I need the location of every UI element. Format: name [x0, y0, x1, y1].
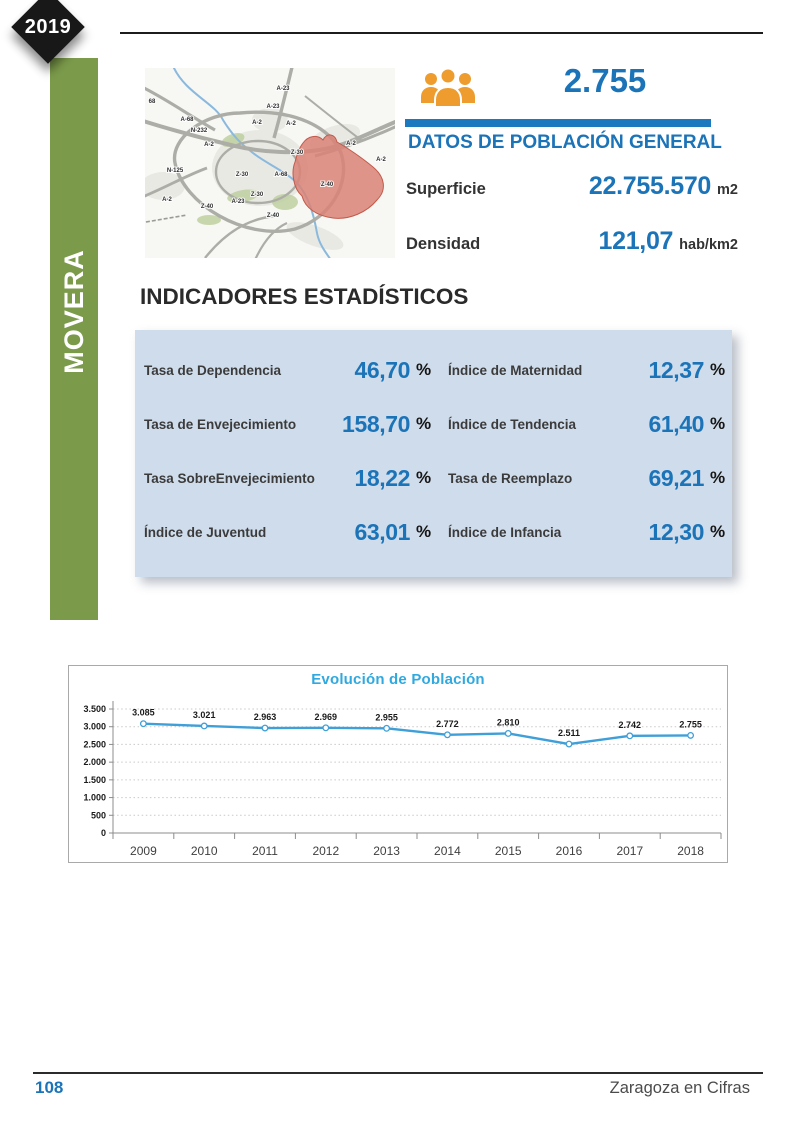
svg-text:2015: 2015 — [494, 844, 522, 858]
indicator-label: Índice de Juventud — [144, 524, 267, 540]
percent-sign: % — [710, 360, 726, 379]
indicator-label: Tasa de Dependencia — [144, 362, 282, 378]
svg-text:2014: 2014 — [434, 844, 461, 858]
road-label: A-2 — [252, 120, 262, 126]
indicators-row — [135, 505, 732, 559]
indicator-value: 158,70 — [342, 410, 410, 437]
population-row-superficie — [406, 172, 738, 201]
road-label: A-2 — [162, 197, 172, 203]
road-label: Z-40 — [266, 213, 280, 219]
densidad-unit: hab/km2 — [679, 237, 738, 253]
svg-text:2013: 2013 — [373, 844, 400, 858]
district-name: MOVERA — [58, 248, 89, 374]
svg-text:2009: 2009 — [130, 844, 157, 858]
svg-text:2.742: 2.742 — [618, 719, 642, 730]
indicator-value: 12,30 — [648, 518, 704, 545]
svg-text:2012: 2012 — [312, 844, 340, 858]
chart-title: Evolución de Población — [311, 671, 485, 688]
road-label: A-23 — [231, 199, 245, 205]
road-label: A-2 — [286, 121, 296, 127]
indicator-label: Índice de Maternidad — [448, 362, 583, 378]
indicator-value: 61,40 — [648, 410, 704, 437]
year-badge — [0, 0, 110, 80]
svg-text:2.810: 2.810 — [496, 717, 520, 728]
road-label: Z-40 — [320, 182, 334, 188]
road-label: A-2 — [204, 142, 214, 148]
percent-sign: % — [416, 360, 432, 379]
district-sidebar — [50, 58, 98, 620]
people-group-icon — [419, 66, 477, 110]
densidad-label: Densidad — [406, 235, 481, 253]
road-label: N-232 — [190, 128, 208, 134]
indicators-table — [135, 330, 732, 577]
indicator-label: Índice de Infancia — [448, 524, 562, 540]
svg-text:0: 0 — [100, 828, 106, 838]
svg-text:3.021: 3.021 — [192, 709, 216, 720]
percent-sign: % — [710, 414, 726, 433]
page-number: 108 — [35, 1078, 64, 1097]
indicator-value: 69,21 — [648, 464, 704, 491]
road-label: A-23 — [266, 104, 280, 110]
population-row-densidad — [406, 227, 738, 256]
footer-rule — [33, 1072, 763, 1074]
svg-text:2010: 2010 — [190, 844, 218, 858]
indicators-title: INDICADORES ESTADÍSTICOS — [140, 284, 469, 309]
svg-text:2.963: 2.963 — [253, 712, 277, 723]
svg-text:2.955: 2.955 — [375, 712, 398, 723]
percent-sign: % — [416, 468, 432, 487]
svg-text:500: 500 — [90, 810, 106, 821]
year-label: 2019 — [24, 15, 72, 38]
road-label: 68 — [148, 99, 156, 105]
svg-text:2.511: 2.511 — [557, 728, 581, 739]
svg-text:3.085: 3.085 — [132, 707, 155, 718]
svg-text:3.000: 3.000 — [83, 721, 106, 732]
svg-text:2016: 2016 — [555, 844, 583, 858]
percent-sign: % — [710, 522, 726, 541]
road-label: Z-30 — [235, 172, 249, 178]
population-total: 2.755 — [563, 62, 647, 99]
map-svg — [145, 68, 395, 258]
indicator-label: Tasa de Envejecimiento — [144, 416, 297, 432]
svg-text:2.500: 2.500 — [83, 739, 106, 750]
svg-text:2.969: 2.969 — [314, 711, 338, 722]
road-label: Z-30 — [290, 150, 304, 156]
indicator-value: 12,37 — [648, 356, 704, 383]
population-evolution-chart — [68, 665, 728, 863]
indicators-row — [135, 451, 732, 505]
road-label: Z-30 — [250, 192, 264, 198]
superficie-value: 22.755.570 — [588, 172, 712, 200]
svg-text:2011: 2011 — [252, 844, 278, 858]
svg-text:2017: 2017 — [616, 844, 644, 858]
densidad-value: 121,07 — [598, 227, 674, 255]
svg-text:2018: 2018 — [677, 844, 704, 858]
superficie-unit: m2 — [717, 182, 738, 198]
superficie-label: Superficie — [406, 180, 486, 198]
svg-text:3.500: 3.500 — [83, 704, 106, 714]
indicator-label: Índice de Tendencia — [448, 416, 577, 432]
svg-text:1.000: 1.000 — [83, 792, 106, 803]
chart-svg — [69, 666, 727, 862]
section-divider-bar — [405, 119, 711, 127]
svg-text:1.500: 1.500 — [83, 774, 106, 785]
road-label: A-68 — [274, 172, 288, 178]
top-rule — [120, 32, 763, 34]
population-section-title: DATOS DE POBLACIÓN GENERAL — [408, 132, 722, 153]
percent-sign: % — [416, 414, 432, 433]
road-label: A-68 — [180, 117, 194, 123]
percent-sign: % — [416, 522, 432, 541]
road-label: Z-40 — [200, 204, 214, 210]
footer-brand: Zaragoza en Cifras — [609, 1079, 750, 1097]
indicator-value: 46,70 — [354, 356, 410, 383]
road-label: A-2 — [346, 141, 356, 147]
road-label: A-2 — [376, 157, 386, 163]
indicator-label: Tasa de Reemplazo — [448, 470, 573, 486]
indicators-row — [135, 397, 732, 451]
svg-text:2.000: 2.000 — [83, 757, 106, 768]
svg-text:2.772: 2.772 — [436, 718, 459, 729]
indicator-value: 18,22 — [354, 464, 410, 491]
district-map — [145, 68, 395, 258]
road-label: N-125 — [166, 168, 184, 174]
indicator-value: 63,01 — [354, 518, 410, 545]
road-label: A-23 — [276, 86, 290, 92]
indicator-label: Tasa SobreEnvejecimiento — [144, 470, 315, 486]
svg-text:2.755: 2.755 — [679, 719, 702, 730]
percent-sign: % — [710, 468, 726, 487]
indicators-row — [135, 343, 732, 397]
